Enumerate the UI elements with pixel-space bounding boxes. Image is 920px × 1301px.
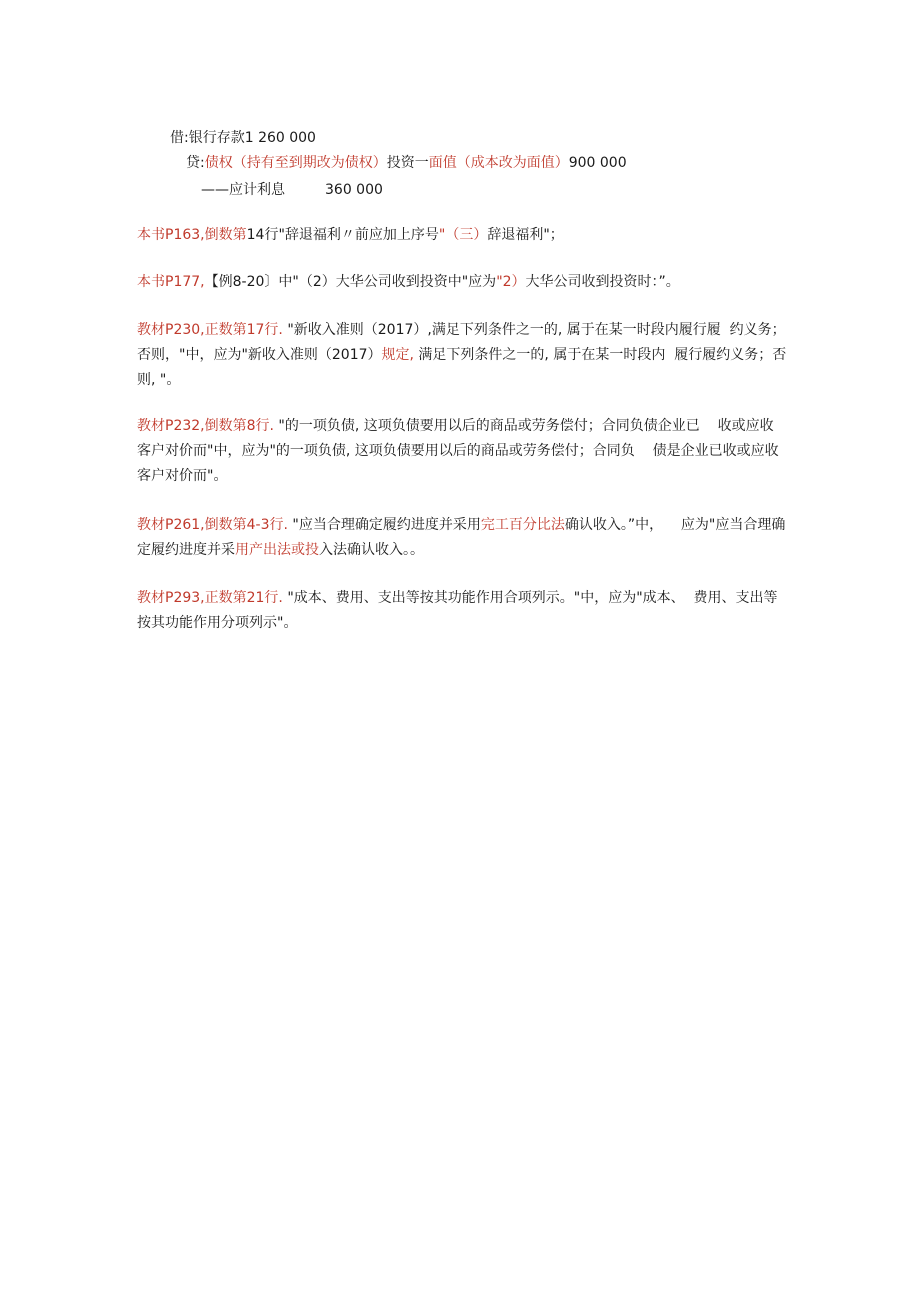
errata-segment: 倒数第 xyxy=(204,227,247,243)
debit-text: 银行存款1 260 000 xyxy=(188,130,316,146)
errata-segment: 教材P232,倒数第8行. xyxy=(137,418,274,434)
errata-segment: 教材P230,正数第17行. xyxy=(137,322,283,338)
errata-6 xyxy=(137,586,787,636)
errata-3 xyxy=(137,318,787,393)
credit-line xyxy=(186,154,627,172)
errata-4 xyxy=(137,414,787,489)
credit-red-2: 面值（成本改为面值） xyxy=(428,155,569,171)
errata-segment: 14行"辞退福利〃前应加上序号 xyxy=(246,227,439,243)
errata-1 xyxy=(137,223,787,248)
errata-segment: 本书P163, xyxy=(137,227,205,243)
credit-sep: : xyxy=(200,155,205,171)
errata-segment: 大华公司收到投资时：”。 xyxy=(525,274,680,290)
errata-segment: 入法确认收入。。 xyxy=(319,542,424,558)
errata-2 xyxy=(137,270,787,295)
debit-label: 借 xyxy=(170,130,184,146)
credit-plain-2: 900 000 xyxy=(568,155,627,171)
credit-plain-1: 投资一 xyxy=(386,155,429,171)
errata-segment: 规定, xyxy=(381,347,414,363)
credit-label: 贷 xyxy=(186,155,200,171)
interest-text: ——应计利息 xyxy=(201,182,285,198)
errata-segment: 教材P293,正数第21行. xyxy=(137,590,283,606)
errata-segment: 本书P177, xyxy=(137,274,205,290)
interest-line xyxy=(201,181,383,199)
errata-segment: 辞退福利"； xyxy=(487,227,564,243)
errata-segment: 教材P261,倒数第4-3行. xyxy=(137,517,288,533)
errata-segment: "新收入准则（2017）,满足下列条件之一的, 属于在某一时段内履行履 约义务；否则，"中，应为"新收入准则（2017） xyxy=(137,322,786,363)
errata-segment: 【例8-20〕中"（2）大华公司收到投资中"应为 xyxy=(204,274,497,290)
interest-amount: 360 000 xyxy=(325,182,383,198)
debit-sep: : xyxy=(184,130,189,146)
errata-segment: "成本、费用、支出等按其功能作用合项列示。"中，应为"成本、 费用、支出等按其功能作用分项列示"。 xyxy=(137,590,778,631)
credit-red-1: 债权（持有至到期改为债权） xyxy=(204,155,387,171)
errata-segment: "2） xyxy=(496,274,526,290)
errata-segment: "应当合理确定履约进度并采用 xyxy=(287,517,481,533)
errata-segment: 确认收入。”中， 应为"应当合理确定履约进度并采 xyxy=(137,517,786,558)
errata-segment: 满足下列条件之一的, 属于在某一时段内 履行履约义务；否则, "。 xyxy=(137,347,787,388)
errata-segment: 用产出法或投 xyxy=(235,542,319,558)
errata-segment: "（三） xyxy=(438,227,488,243)
debit-line xyxy=(170,129,316,147)
errata-segment: 完工百分比法 xyxy=(480,517,565,533)
errata-segment: "的一项负债, 这项负债要用以后的商品或劳务偿付；合同负债企业已 收或应收客户对价而"中，应为"的一项负债, 这项负债要用以后的商品或劳务偿付；合同负 债是企业已收或应收客户对价而"。 xyxy=(137,418,779,484)
errata-5 xyxy=(137,513,787,563)
